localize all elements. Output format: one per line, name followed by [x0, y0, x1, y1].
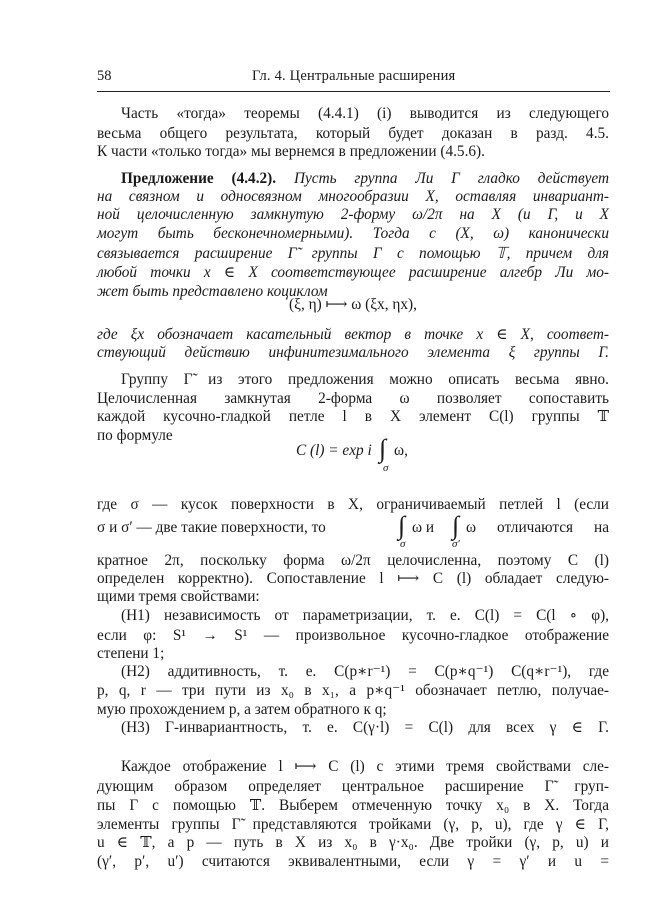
para3-line: где σ — кусок поверхности в X, ограничиваемый петлей l (если	[97, 496, 609, 513]
para3-line: щими тремя свойствами:	[97, 588, 260, 605]
proposition-line: связывается расширение Γ̃ группы Γ с помощью 𝕋, причем для	[97, 245, 609, 262]
header-rule	[97, 91, 610, 92]
property-h2-line: p, q, r — три пути из x₀ в x₁, а p∗q⁻¹ обозначает петлю, получае-	[97, 682, 609, 699]
page-number: 58	[97, 68, 112, 84]
proposition-line: любой точки x ∈ X соответствующее расширение алгебр Ли мо-	[97, 264, 609, 281]
para4-line: (γ′, p′, u′) считаются эквивалентными, если γ = γ′ и u =	[97, 853, 609, 870]
property-h3: (H3) Γ-инвариантность, т. е. C(γ·l) = C(l) для всех γ ∈ Γ.	[121, 719, 609, 736]
para4-line: дующим образом определяет центральное расширение Γ̃ груп-	[97, 778, 609, 795]
integral-sign: ∫	[379, 434, 387, 463]
para4-line: u ∈ 𝕋, а p — путь в X из x₀ в γ·x₀. Две тройки (γ, p, u) и	[97, 834, 609, 851]
proposition-after-line: где ξx обозначает касательный вектор в точке x ∈ X, соответ-	[97, 326, 609, 343]
para3-line: определен корректно). Сопоставление l ⟼ C (l) обладает следую-	[97, 570, 609, 587]
para2-line: по формуле	[97, 427, 173, 444]
para2-line: Целочисленная замкнутая 2-форма ω позволяет сопоставить	[97, 390, 609, 407]
running-title: Гл. 4. Центральные расширения	[252, 68, 456, 84]
proposition-after-line: ствующий действию инфинитезимального элемента ξ группы Γ.	[97, 344, 609, 361]
proposition-text: Пусть группа Ли Γ гладко действует	[293, 170, 610, 187]
integral-domain: σ	[383, 462, 389, 474]
integral-sign: ∫	[398, 511, 406, 540]
proposition-line: ной целочисленную замкнутую 2-форму ω/2π на X (и Γ, и X	[97, 206, 609, 223]
property-h1: (H1) независимость от параметризации, т. е. C(l) = C(l ∘ φ),	[121, 607, 609, 624]
cocycle-formula: (ξ, η) ⟼ ω (ξx, ηx),	[289, 296, 417, 313]
para2-line: Группу Γ̃ из этого предложения можно описать весьма явно.	[121, 371, 609, 388]
para1-line: Часть «тогда» теоремы (4.4.1) (i) выводится из следующего	[121, 105, 609, 122]
property-h2: (H2) аддитивность, т. е. C(p∗r⁻¹) = C(p∗q⁻¹) C(q∗r⁻¹), где	[121, 663, 609, 680]
para2-line: каждой кусочно-гладкой петле l в X элемент C(l) группы 𝕋	[97, 408, 609, 425]
formula2-rhs: ω,	[394, 442, 408, 459]
running-header	[97, 68, 609, 90]
proposition-title: Предложение (4.4.2).	[121, 170, 277, 187]
para4-line: пы Γ с помощью 𝕋. Выберем отмеченную точку x₀ в X. Тогда	[97, 797, 609, 814]
proposition-first-line	[97, 170, 609, 188]
property-h1-line: если φ: S¹ → S¹ — произвольное кусочно-гладкое отображение	[97, 627, 609, 644]
para3-line: кратное 2π, поскольку форма ω/2π целочисленна, поэтому C (l)	[97, 552, 609, 569]
integral-sign: ∫	[452, 511, 460, 540]
para3-text: σ и σ′ — две такие поверхности, то	[97, 519, 326, 536]
para3-text: ω отличаются на	[466, 519, 609, 536]
proposition-line: жет быть представлено коциклом	[97, 283, 328, 300]
formula2-lhs: C (l) = exp i	[296, 442, 372, 459]
para4-line: Каждое отображение l ⟼ C (l) с этими тремя свойствами сле-	[121, 758, 609, 775]
integral-domain: σ′	[452, 538, 460, 550]
para1-line: К части «только тогда» мы вернемся в предложении (4.5.6).	[97, 143, 485, 160]
para3-text: ω и	[412, 519, 435, 536]
para4-line: элементы группы Γ̃ представляются тройками (γ, p, u), где γ ∈ Γ,	[97, 816, 609, 833]
proposition-line: на связном и односвязном многообразии X, оставляя инвариант-	[97, 188, 609, 205]
integral-domain: σ	[400, 538, 406, 550]
property-h2-line: мую прохождением p, а затем обратного к q;	[97, 701, 387, 718]
proposition-line: могут быть бесконечномерными). Тогда с (X, ω) канонически	[97, 225, 609, 242]
property-h1-line: степени 1;	[97, 645, 165, 662]
para1-line: весьма общего результата, который будет доказан в разд. 4.5.	[97, 125, 609, 142]
